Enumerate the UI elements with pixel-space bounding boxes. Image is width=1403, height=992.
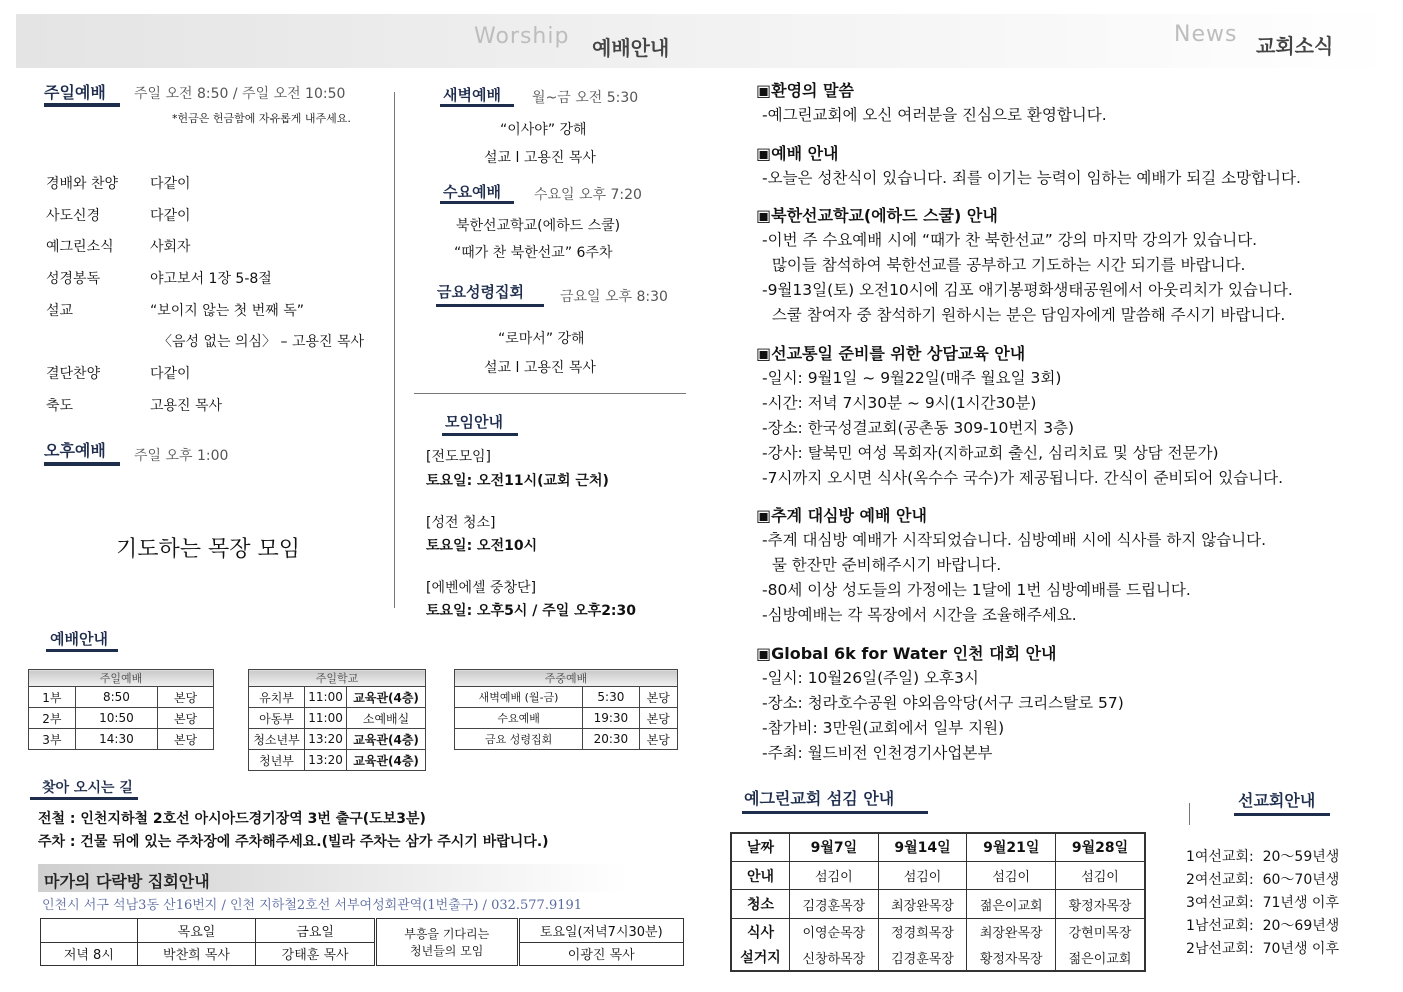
table-cell: 김경훈목장 [790, 890, 879, 918]
table-cell: 정경희목장 [878, 918, 967, 944]
table-row [455, 729, 678, 750]
table-row [249, 708, 426, 729]
wednesday-line2: “때가 찬 북한선교” 6주차 [454, 245, 613, 261]
mission-item: 2여선교회: 60～70년생 [1186, 872, 1340, 888]
table-cell: 교육관(4층) [347, 750, 426, 771]
maga-youth-cell [375, 919, 518, 966]
maga-youth-line2: 청년들의 모임 [410, 944, 484, 958]
news-title: ▣선교통일 준비를 위한 상담교육 안내 [756, 344, 1026, 363]
table-cell: 섬김이 [878, 861, 967, 889]
table-cell: 19:30 [583, 708, 639, 729]
order-label: 예그린소식 [46, 239, 114, 255]
wednesday-title: 수요예배 [443, 183, 501, 201]
table-cell: 새벽예배 (월-금) [455, 687, 583, 708]
table-row [29, 708, 214, 729]
maga-title: 마가의 다락방 집회안내 [44, 872, 210, 891]
directions-subway: 전철 : 인천지하철 2호선 아시아드경기장역 3번 출구(도보3분) [38, 811, 426, 827]
schedule-title-bar [46, 649, 118, 652]
table-cell: 본당 [639, 708, 677, 729]
order-label: 설교 [46, 303, 74, 319]
table-cell: 20:30 [583, 729, 639, 750]
table-row [249, 750, 426, 771]
dawn-line2: 설교 l 고용진 목사 [484, 150, 596, 166]
table-cell: 3부 [29, 729, 76, 750]
meetings-title-bar [442, 433, 518, 436]
news-line: 물 한잔만 준비해주시기 바랍니다. [762, 556, 1002, 574]
order-value: 다같이 [150, 208, 191, 224]
maga-youth-line1: 부흥을 기다리는 [404, 927, 490, 941]
dawn-title-bar [440, 104, 514, 107]
maga-col-header: 목요일 [137, 919, 256, 943]
maga-address: 인천시 서구 석남3동 산16번지 / 인천 지하철2호선 서부여성회관역(1번출구) / 032.577.9191 [42, 898, 583, 913]
table-cell: 섬김이 [1056, 861, 1145, 889]
news-line: -주최: 월드비전 인천경기사업본부 [762, 744, 993, 762]
maga-col-header: 금요일 [256, 919, 376, 943]
serve-header: 9월28일 [1056, 833, 1145, 861]
table-cell: 8:50 [75, 687, 157, 708]
meeting-time: 토요일: 오전11시(교회 근처) [426, 473, 609, 489]
table-cell: 본당 [158, 729, 214, 750]
dawn-title: 새벽예배 [443, 86, 501, 104]
serve-row-label: 식사 [731, 918, 790, 944]
news-line: -80세 이상 성도들의 가정에는 1달에 1번 심방예배를 드립니다. [762, 581, 1191, 599]
mission-item: 1여선교회: 20～59년생 [1186, 849, 1340, 865]
serve-table [730, 832, 1146, 972]
friday-time: 금요일 오후 8:30 [560, 289, 668, 305]
sunday-title: 주일예배 [44, 83, 106, 102]
directions-parking: 주차 : 건물 뒤에 있는 주차장에 주차해주세요.(빌라 주차는 삼가 주시기 바랍니다.) [38, 834, 549, 850]
news-line: -시간: 저녁 7시30분 ~ 9시(1시간30분) [762, 394, 1037, 412]
mission-item: 3여선교회: 71년생 이후 [1186, 895, 1339, 911]
table-cell: 신창하목장 [790, 945, 879, 971]
table-cell: 아동부 [249, 708, 305, 729]
offering-note: *헌금은 헌금함에 자유롭게 내주세요. [172, 112, 351, 125]
order-value: 고용진 목사 [150, 398, 223, 414]
meeting-name: [전도모임] [426, 449, 492, 465]
news-title: ▣예배 안내 [756, 144, 839, 163]
order-value: 〈음성 없는 의심〉 – 고용진 목사 [158, 334, 365, 350]
sunday-school-table [248, 669, 426, 771]
table-cell: 젊은이교회 [1056, 945, 1145, 971]
news-line: -추계 대심방 예배가 시작되었습니다. 심방예배 시에 식사를 하지 않습니다. [762, 531, 1267, 549]
maga-speaker: 강태훈 목사 [256, 942, 376, 966]
maga-table [40, 918, 684, 966]
mission-item: 2남선교회: 70년생 이후 [1186, 941, 1339, 957]
table-cell: 섬김이 [967, 861, 1056, 889]
weekday-service-table [454, 669, 678, 750]
order-label: 사도신경 [46, 208, 101, 224]
table-header: 주중예배 [455, 670, 678, 687]
friday-title: 금요성령집회 [437, 283, 524, 301]
serve-header: 날짜 [731, 833, 790, 861]
sunday-service-table [28, 669, 214, 750]
news-line: -7시까지 오시면 식사(옥수수 국수)가 제공됩니다. 간식이 준비되어 있습니다. [762, 469, 1284, 487]
table-cell: 5:30 [583, 687, 639, 708]
table-cell: 젊은이교회 [967, 890, 1056, 918]
news-title: ▣추계 대심방 예배 안내 [756, 506, 927, 525]
table-row [249, 729, 426, 750]
meeting-name: [성전 청소] [426, 515, 496, 531]
table-cell: 본당 [639, 687, 677, 708]
wednesday-title-bar [440, 201, 514, 204]
serve-row-label: 설거지 [731, 945, 790, 971]
table-row [455, 687, 678, 708]
sunday-times: 주일 오전 8:50 / 주일 오전 10:50 [134, 86, 346, 102]
news-line: -장소: 청라호수공원 야외음악당(서구 크리스탈로 57) [762, 694, 1124, 712]
table-header: 주일예배 [29, 670, 214, 687]
directions-title-bar [30, 797, 138, 800]
middle-divider [414, 393, 686, 394]
table-cell: 이영순목장 [790, 918, 879, 944]
news-line: -이번 주 수요예배 시에 “때가 찬 북한선교” 강의 마지막 강의가 있습니다. [762, 231, 1258, 249]
table-cell: 최장완목장 [967, 918, 1056, 944]
table-row [29, 729, 214, 750]
news-line: -9월13일(토) 오전10시에 김포 애기봉평화생태공원에서 아웃리치가 있습니다. [762, 281, 1293, 299]
table-cell: 본당 [158, 687, 214, 708]
table-cell: 13:20 [305, 729, 347, 750]
news-line: -장소: 한국성결교회(공촌동 309-10번지 3층) [762, 419, 1075, 437]
table-row [731, 890, 1145, 918]
table-cell: 청년부 [249, 750, 305, 771]
serve-header: 9월14일 [878, 833, 967, 861]
maga-speaker: 이광진 목사 [518, 942, 684, 966]
news-en-title: News [1174, 22, 1238, 47]
afternoon-title-bar [44, 462, 120, 466]
table-cell: 청소년부 [249, 729, 305, 750]
order-value: 야고보서 1장 5-8절 [150, 271, 272, 287]
meetings-title: 모임안내 [445, 413, 503, 431]
serve-header: 9월7일 [790, 833, 879, 861]
news-title: ▣Global 6k for Water 인천 대회 안내 [756, 644, 1057, 663]
news-line: 많이들 참석하여 북한선교를 공부하고 기도하는 시간 되기를 바랍니다. [762, 256, 1246, 274]
news-ko-title: 교회소식 [1256, 34, 1334, 58]
meeting-time: 토요일: 오전10시 [426, 538, 538, 554]
worship-en-title: Worship [474, 24, 570, 49]
table-cell: 본당 [158, 708, 214, 729]
mission-divider [1189, 803, 1190, 825]
news-line: -예그린교회에 오신 여러분을 진심으로 환영합니다. [762, 106, 1107, 124]
mission-item: 1남선교회: 20～69년생 [1186, 918, 1340, 934]
maga-empty-cell [41, 919, 138, 943]
table-cell: 강현미목장 [1056, 918, 1145, 944]
table-cell: 14:30 [75, 729, 157, 750]
table-cell: 수요예배 [455, 708, 583, 729]
friday-line1: “로마서” 강해 [498, 331, 585, 347]
dawn-time: 월~금 오전 5:30 [532, 90, 639, 106]
worship-ko-title: 예배안내 [592, 36, 670, 60]
table-cell: 교육관(4층) [347, 687, 426, 708]
maga-speaker: 박찬희 목사 [137, 942, 256, 966]
news-title: ▣북한선교학교(에하드 스쿨) 안내 [756, 206, 998, 225]
friday-title-bar [436, 304, 544, 307]
table-cell: 본당 [639, 729, 677, 750]
table-cell: 황정자목장 [967, 945, 1056, 971]
afternoon-title: 오후예배 [44, 441, 106, 460]
news-line: 스쿨 참여자 중 참석하기 원하시는 분은 담임자에게 말씀해 주시기 바랍니다. [762, 306, 1286, 324]
table-cell: 소예배실 [347, 708, 426, 729]
schedule-title: 예배안내 [50, 630, 108, 648]
mission-title: 선교회안내 [1238, 791, 1316, 810]
order-label: 경배와 찬양 [46, 176, 119, 192]
serve-row-label: 청소 [731, 890, 790, 918]
table-cell: 11:00 [305, 708, 347, 729]
news-line: -강사: 탈북민 여성 목회자(지하교회 출신, 심리치료 및 상담 전문가) [762, 444, 1219, 462]
order-label: 축도 [46, 398, 74, 414]
news-line: -오늘은 성찬식이 있습니다. 죄를 이기는 능력이 임하는 예배가 되길 소망합니다. [762, 169, 1301, 187]
meeting-name: [에벤에셀 중창단] [426, 580, 537, 596]
table-row [29, 687, 214, 708]
column-divider [394, 92, 395, 608]
order-value: “보이지 않는 첫 번째 독” [150, 303, 305, 319]
table-cell: 교육관(4층) [347, 729, 426, 750]
maga-col-header: 토요일(저녁7시30분) [518, 919, 684, 943]
meeting-time: 토요일: 오후5시 / 주일 오후2:30 [426, 603, 637, 619]
directions-title: 찾아 오시는 길 [42, 780, 133, 796]
table-cell: 10:50 [75, 708, 157, 729]
order-label: 성경봉독 [46, 271, 101, 287]
mission-title-bar [1234, 813, 1330, 816]
table-cell: 금요 성령집회 [455, 729, 583, 750]
table-cell: 11:00 [305, 687, 347, 708]
table-cell: 황정자목장 [1056, 890, 1145, 918]
news-line: -일시: 9월1일 ~ 9월22일(매주 월요일 3회) [762, 369, 1062, 387]
table-row [455, 708, 678, 729]
wednesday-line1: 북한선교학교(에하드 스쿨) [456, 218, 621, 234]
table-cell: 13:20 [305, 750, 347, 771]
table-row [731, 861, 1145, 889]
table-cell: 1부 [29, 687, 76, 708]
table-header: 주일학교 [249, 670, 426, 687]
news-line: -참가비: 3만원(교회에서 일부 지원) [762, 719, 1005, 737]
serve-title: 예그린교회 섬김 안내 [744, 789, 895, 808]
afternoon-time: 주일 오후 1:00 [134, 448, 229, 464]
serve-title-bar [742, 811, 928, 814]
news-line: -심방예배는 각 목장에서 시간을 조율해주세요. [762, 606, 1077, 624]
table-row [731, 945, 1145, 971]
order-value: 다같이 [150, 176, 191, 192]
order-value: 사회자 [150, 239, 191, 255]
table-row [731, 918, 1145, 944]
dawn-line1: “이사야” 강해 [500, 122, 587, 138]
wednesday-time: 수요일 오후 7:20 [534, 187, 642, 203]
sunday-title-bar [44, 103, 120, 107]
friday-line2: 설교 l 고용진 목사 [484, 360, 596, 376]
table-cell: 섬김이 [790, 861, 879, 889]
maga-time: 저녁 8시 [41, 942, 138, 966]
table-cell: 2부 [29, 708, 76, 729]
serve-header: 9월21일 [967, 833, 1056, 861]
serve-row-label: 안내 [731, 861, 790, 889]
news-line: -일시: 10월26일(주일) 오후3시 [762, 669, 979, 687]
prayer-meeting: 기도하는 목장 모임 [116, 537, 301, 562]
news-title: ▣환영의 말씀 [756, 81, 854, 100]
table-cell: 최장완목장 [878, 890, 967, 918]
order-label: 결단찬양 [46, 366, 101, 382]
order-value: 다같이 [150, 366, 191, 382]
table-cell: 김경훈목장 [878, 945, 967, 971]
table-row [249, 687, 426, 708]
table-cell: 유치부 [249, 687, 305, 708]
